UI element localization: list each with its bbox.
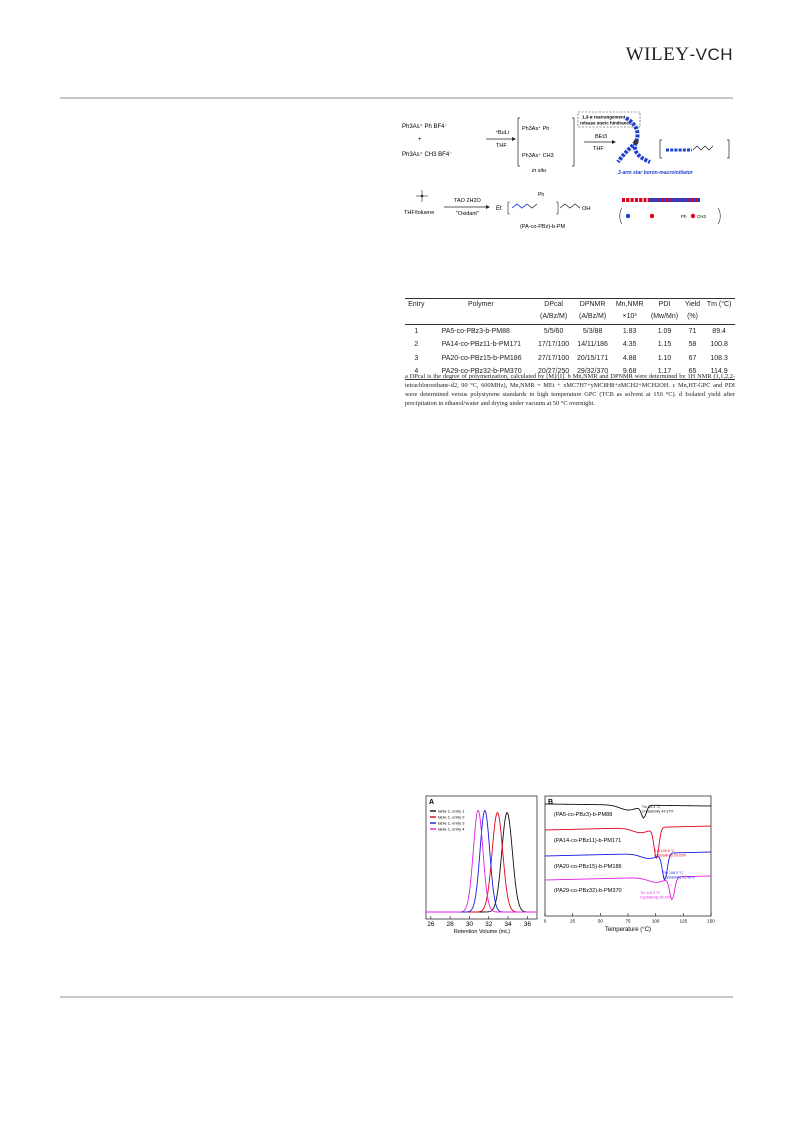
- dsc-tm-label: Tm 100.8 °C: [654, 849, 675, 853]
- cell-entry: 3: [414, 354, 419, 362]
- table-row: [405, 324, 735, 338]
- gpc-tick-label: 26: [427, 921, 435, 928]
- dsc-chart: [541, 794, 715, 934]
- dsc-series-label: (PA20-co-PBz15)-b-PM186: [554, 864, 622, 870]
- cell-dpcal: 27/17/100: [538, 354, 570, 362]
- sub-yield: (%): [682, 311, 703, 324]
- product-et: Et: [496, 206, 502, 212]
- dsc-tm-label: Tm 114.9 °C: [640, 891, 661, 895]
- gpc-axis-ticks: [427, 916, 531, 928]
- cell-mn: 4.35: [622, 341, 637, 349]
- th-dpcal: DPcal: [534, 299, 573, 312]
- dsc-axis-ticks: [544, 913, 715, 924]
- gpc-legend-label: table 1, entry 2: [438, 814, 465, 820]
- dsc-tm-label: Tm 108.3 °C: [662, 871, 684, 875]
- product-name: (PA-co-PBz)-b-PM: [520, 224, 566, 230]
- table-row: [405, 352, 735, 365]
- sub-tm: [703, 311, 735, 324]
- th-pdi: PDI: [647, 299, 682, 312]
- logo-main: WILEY: [625, 44, 690, 65]
- gpc-legend-label: table 1, entry 4: [438, 826, 465, 832]
- cell-pdi: 1.17: [647, 365, 682, 379]
- gpc-tick-label: 28: [446, 921, 454, 928]
- gpc-legend: [430, 809, 465, 832]
- cell-yield: 67: [688, 354, 697, 362]
- th-yield: Yield: [682, 299, 703, 312]
- box-line-1: 1,3-α rearrangement: [582, 114, 626, 120]
- th-dpnmr: DPNMR: [573, 299, 612, 312]
- reaction-scheme: [400, 110, 735, 240]
- cell-entry: 1: [414, 327, 419, 335]
- cell-polymer: PA29-co-PBz32-b-PM370: [428, 365, 535, 379]
- cell-pdi: 1.15: [657, 341, 672, 349]
- intermediate-1: Ph3As⁺ Ph: [522, 126, 550, 132]
- product-ph: Ph: [538, 192, 545, 198]
- cell-yield: 58: [688, 341, 697, 349]
- step3-reagent: TAO 2H2O: [454, 198, 481, 204]
- dsc-series-group: [545, 804, 711, 900]
- dsc-crystallinity-label: Crystallinity 35.33%: [640, 895, 672, 900]
- dsc-series-label: (PA14-co-PBz11)-b-PM171: [554, 838, 622, 844]
- th-mn: Mn,NMR: [612, 299, 647, 312]
- panel-a-label: A: [429, 799, 435, 806]
- cell-tm: 100.8: [710, 341, 728, 349]
- panel-b-label: B: [548, 799, 554, 806]
- star-label: 3-arm star boron-macroinitiator: [618, 170, 693, 176]
- in-situ-label: in situ: [532, 168, 547, 174]
- intermediate-2: Ph3As⁺ CH3: [522, 153, 554, 159]
- dsc-tick-label: 25: [570, 918, 576, 924]
- publisher-logo: [626, 44, 733, 66]
- gpc-chart: [422, 794, 539, 934]
- cell-polymer: PA14-co-PBz11-b-PM171: [441, 341, 522, 349]
- sub-dpcal: (A/Bz/M): [534, 311, 573, 324]
- gpc-xlabel: Retention Volume (mL): [453, 929, 511, 934]
- sub-mn: ×10³: [612, 311, 647, 324]
- dsc-tick-label: 0: [543, 918, 547, 924]
- cell-dpcal: 20/27/250: [534, 365, 573, 379]
- cell-dpnmr: 5/3/88: [582, 327, 603, 335]
- th-polymer: Polymer: [428, 299, 535, 312]
- cell-dpnmr: 20/15/171: [577, 354, 609, 362]
- cell-pdi: 1.10: [657, 354, 672, 362]
- logo-suffix: -VCH: [689, 45, 733, 64]
- table-footnote: a DPcal is the degree of polymerization, calculated by [M]/[I]. b Mn,NMR and DPNMR were determined by 1H NMR (1,1,2,2-tetrachloroethane-d2, 90 °C, 600MHz), Mn,NMR = MEt + xMC7H7+yMC8H8+zMCH2+MCH2OH. c Mn,HT-GPC and PDI were determined versus polystyrene standards in high temperature GPC (TCB as solvent at 150 °C). d Isolated yield after precipitation in ethanol/water and drying under vacuum at 50 °C overnight.: [405, 373, 735, 408]
- gpc-legend-label: table 1, entry 1: [438, 808, 465, 814]
- gpc-tick-label: 36: [523, 921, 531, 928]
- gpc-tick-label: 34: [504, 921, 512, 928]
- box-line-2: release steric hindrance: [580, 120, 632, 126]
- th-tm: Tm (°C): [703, 299, 735, 312]
- ylide-solvent: THF/toluene: [404, 210, 435, 216]
- cell-tm: 89.4: [712, 327, 726, 335]
- cell-polymer: PA20-co-PBz15-b-PM186: [441, 354, 522, 362]
- dsc-crystallinity-label: Crystallinity 44.37%: [641, 809, 674, 814]
- cell-yield: 71: [688, 327, 697, 335]
- step2-solvent: THF: [593, 146, 604, 152]
- dsc-crystallinity-label: Crystallinity 29.03%: [654, 853, 687, 858]
- cell-entry: 2: [414, 341, 419, 349]
- cell-yield: 65: [682, 365, 703, 379]
- dsc-series-label: (PA29-co-PBz32)-b-PM370: [554, 888, 622, 894]
- dsc-crystallinity-label: Crystallinity 51.46%: [662, 875, 695, 880]
- ylide-structure: [416, 190, 428, 202]
- step3-oxidant: "Oxidant": [456, 211, 479, 217]
- dsc-tm-label: Tm 89.4 °C: [641, 805, 661, 809]
- gpc-legend-label: table 1, entry 3: [438, 820, 465, 826]
- step1-reagent: ⁿBuLi: [496, 130, 510, 136]
- th-entry: Entry: [405, 299, 428, 312]
- cell-dpnmr: 14/11/186: [577, 341, 608, 349]
- cell-mn: 1.83: [622, 327, 637, 335]
- legend-ch3: CH3: [697, 214, 707, 219]
- sub-polymer: [428, 311, 535, 324]
- cell-polymer: PA5-co-PBz3-b-PM88: [441, 327, 510, 335]
- cell-dpnmr: 29/32/370: [573, 365, 612, 379]
- table-row: [405, 338, 735, 351]
- cell-tm: 114.9: [703, 365, 735, 379]
- dsc-series-label: (PA5-co-PBz3)-b-PM88: [554, 812, 613, 818]
- sub-entry: [405, 311, 428, 324]
- cell-dpcal: 5/5/60: [543, 327, 564, 335]
- plus-sign: +: [418, 137, 422, 143]
- footer-rule: [60, 996, 733, 998]
- step2-reagent: BEt3: [595, 134, 607, 140]
- gpc-tick-label: 32: [485, 921, 493, 928]
- dsc-tick-label: 100: [651, 918, 660, 924]
- dsc-tick-label: 125: [679, 918, 688, 924]
- sub-dpnmr: (A/Bz/M): [573, 311, 612, 324]
- step1-solvent: THF: [496, 143, 507, 149]
- dsc-tick-label: 75: [625, 918, 631, 924]
- polymer-table: [405, 298, 735, 380]
- sub-pdi: (Mw/Mn): [647, 311, 682, 324]
- product-oh: OH: [582, 206, 591, 212]
- dsc-labels: [554, 805, 695, 900]
- header-rule: [60, 97, 733, 99]
- cell-tm: 108.3: [710, 354, 728, 362]
- cell-mn: 4.88: [622, 354, 637, 362]
- reagent-2: Ph3As⁺ CH3 BF4⁻: [402, 152, 453, 158]
- cell-mn: 9.68: [612, 365, 647, 379]
- cell-entry: 4: [405, 365, 428, 379]
- cell-dpcal: 17/17/100: [538, 341, 570, 349]
- dsc-tick-label: 50: [597, 918, 603, 924]
- reagent-1: Ph3As⁺ Ph BF4⁻: [402, 124, 448, 130]
- dsc-xlabel: Temperature (°C): [604, 927, 652, 933]
- gpc-tick-label: 30: [465, 921, 474, 928]
- legend-ph: Ph: [681, 214, 687, 219]
- dsc-tick-label: 150: [707, 918, 715, 924]
- cell-pdi: 1.09: [657, 327, 672, 335]
